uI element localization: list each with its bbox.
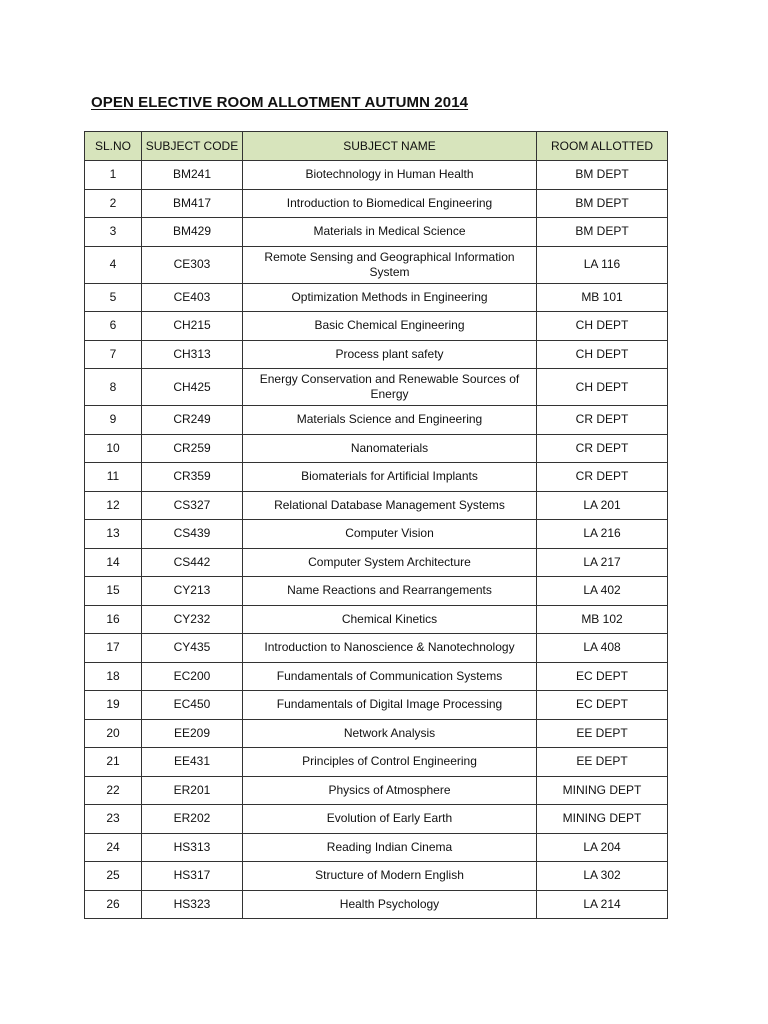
room-allotted-cell: LA 201 — [537, 491, 668, 520]
subject-name-cell: Structure of Modern English — [243, 862, 537, 891]
table-row — [85, 833, 668, 862]
subject-name-cell: Reading Indian Cinema — [243, 833, 537, 862]
sl-no-cell: 13 — [85, 520, 142, 549]
subject-name-cell: Relational Database Management Systems — [243, 491, 537, 520]
sl-no-cell: 1 — [85, 161, 142, 190]
subject-code-cell: ER201 — [142, 776, 243, 805]
header-subject-name: SUBJECT NAME — [243, 132, 537, 161]
table-row — [85, 161, 668, 190]
sl-no-cell: 10 — [85, 434, 142, 463]
subject-code-cell: HS323 — [142, 890, 243, 919]
subject-code-cell: CH215 — [142, 312, 243, 341]
subject-name-cell: Name Reactions and Rearrangements — [243, 577, 537, 606]
room-allotted-cell: MB 101 — [537, 283, 668, 312]
table-row — [85, 463, 668, 492]
subject-code-cell: EC450 — [142, 691, 243, 720]
table-row — [85, 434, 668, 463]
room-allotted-cell: CH DEPT — [537, 312, 668, 341]
subject-code-cell: CR249 — [142, 406, 243, 435]
subject-name-cell: Process plant safety — [243, 340, 537, 369]
subject-code-cell: EE209 — [142, 719, 243, 748]
page-title: OPEN ELECTIVE ROOM ALLOTMENT AUTUMN 2014 — [91, 94, 469, 111]
subject-name-cell: Introduction to Biomedical Engineering — [243, 189, 537, 218]
sl-no-cell: 18 — [85, 662, 142, 691]
table-row — [85, 719, 668, 748]
sl-no-cell: 21 — [85, 748, 142, 777]
room-allotted-cell: EE DEPT — [537, 748, 668, 777]
subject-name-cell: Chemical Kinetics — [243, 605, 537, 634]
room-allotment-table — [84, 131, 668, 919]
sl-no-cell: 16 — [85, 605, 142, 634]
subject-code-cell: CR259 — [142, 434, 243, 463]
subject-code-cell: CY435 — [142, 634, 243, 663]
subject-name-cell: Health Psychology — [243, 890, 537, 919]
table-row — [85, 312, 668, 341]
table-row — [85, 548, 668, 577]
subject-name-cell: Evolution of Early Earth — [243, 805, 537, 834]
subject-code-cell: EE431 — [142, 748, 243, 777]
room-allotted-cell: MINING DEPT — [537, 776, 668, 805]
room-allotted-cell: CR DEPT — [537, 434, 668, 463]
subject-name-cell: Materials in Medical Science — [243, 218, 537, 247]
sl-no-cell: 20 — [85, 719, 142, 748]
subject-name-cell: Principles of Control Engineering — [243, 748, 537, 777]
table-row — [85, 776, 668, 805]
room-allotted-cell: CH DEPT — [537, 369, 668, 406]
subject-name-cell: Nanomaterials — [243, 434, 537, 463]
table-row — [85, 662, 668, 691]
subject-name-cell: Fundamentals of Digital Image Processing — [243, 691, 537, 720]
room-allotted-cell: BM DEPT — [537, 161, 668, 190]
header-room-allotted: ROOM ALLOTTED — [537, 132, 668, 161]
table-row — [85, 340, 668, 369]
subject-name-cell: Fundamentals of Communication Systems — [243, 662, 537, 691]
table-row — [85, 691, 668, 720]
room-allotted-cell: LA 204 — [537, 833, 668, 862]
room-allotted-cell: LA 217 — [537, 548, 668, 577]
header-subject-code: SUBJECT CODE — [142, 132, 243, 161]
subject-code-cell: CY232 — [142, 605, 243, 634]
room-allotted-cell: BM DEPT — [537, 218, 668, 247]
sl-no-cell: 26 — [85, 890, 142, 919]
sl-no-cell: 4 — [85, 246, 142, 283]
subject-name-cell: Materials Science and Engineering — [243, 406, 537, 435]
room-allotted-cell: LA 116 — [537, 246, 668, 283]
subject-code-cell: CS439 — [142, 520, 243, 549]
table-row — [85, 634, 668, 663]
sl-no-cell: 5 — [85, 283, 142, 312]
table-row — [85, 406, 668, 435]
subject-code-cell: CH425 — [142, 369, 243, 406]
table-row — [85, 577, 668, 606]
table-row — [85, 369, 668, 406]
room-allotted-cell: LA 214 — [537, 890, 668, 919]
room-allotted-cell: CR DEPT — [537, 406, 668, 435]
sl-no-cell: 9 — [85, 406, 142, 435]
subject-code-cell: BM241 — [142, 161, 243, 190]
table-row — [85, 491, 668, 520]
table-body — [85, 161, 668, 919]
table-row — [85, 805, 668, 834]
room-allotted-cell: EC DEPT — [537, 662, 668, 691]
table-row — [85, 283, 668, 312]
sl-no-cell: 2 — [85, 189, 142, 218]
subject-name-cell: Remote Sensing and Geographical Information System — [243, 246, 537, 283]
sl-no-cell: 6 — [85, 312, 142, 341]
room-allotted-cell: MB 102 — [537, 605, 668, 634]
subject-code-cell: ER202 — [142, 805, 243, 834]
subject-code-cell: CE403 — [142, 283, 243, 312]
sl-no-cell: 17 — [85, 634, 142, 663]
table-row — [85, 605, 668, 634]
subject-code-cell: CH313 — [142, 340, 243, 369]
sl-no-cell: 25 — [85, 862, 142, 891]
table-row — [85, 246, 668, 283]
subject-code-cell: CS442 — [142, 548, 243, 577]
sl-no-cell: 14 — [85, 548, 142, 577]
room-allotted-cell: EE DEPT — [537, 719, 668, 748]
subject-name-cell: Biomaterials for Artificial Implants — [243, 463, 537, 492]
subject-name-cell: Introduction to Nanoscience & Nanotechnology — [243, 634, 537, 663]
table-row — [85, 748, 668, 777]
subject-code-cell: CS327 — [142, 491, 243, 520]
sl-no-cell: 7 — [85, 340, 142, 369]
sl-no-cell: 12 — [85, 491, 142, 520]
table-row — [85, 862, 668, 891]
room-allotted-cell: MINING DEPT — [537, 805, 668, 834]
room-allotted-cell: LA 408 — [537, 634, 668, 663]
room-allotted-cell: LA 402 — [537, 577, 668, 606]
sl-no-cell: 24 — [85, 833, 142, 862]
subject-code-cell: BM429 — [142, 218, 243, 247]
table-row — [85, 520, 668, 549]
sl-no-cell: 3 — [85, 218, 142, 247]
table-header-row — [85, 132, 668, 161]
room-allotted-cell: CR DEPT — [537, 463, 668, 492]
subject-code-cell: CR359 — [142, 463, 243, 492]
header-sl-no: SL.NO — [85, 132, 142, 161]
subject-code-cell: CE303 — [142, 246, 243, 283]
subject-code-cell: HS313 — [142, 833, 243, 862]
table-row — [85, 218, 668, 247]
room-allotted-cell: EC DEPT — [537, 691, 668, 720]
subject-name-cell: Biotechnology in Human Health — [243, 161, 537, 190]
subject-code-cell: BM417 — [142, 189, 243, 218]
room-allotted-cell: LA 302 — [537, 862, 668, 891]
sl-no-cell: 15 — [85, 577, 142, 606]
subject-code-cell: EC200 — [142, 662, 243, 691]
subject-name-cell: Energy Conservation and Renewable Sources of Energy — [243, 369, 537, 406]
subject-name-cell: Network Analysis — [243, 719, 537, 748]
room-allotted-cell: BM DEPT — [537, 189, 668, 218]
sl-no-cell: 8 — [85, 369, 142, 406]
room-allotted-cell: CH DEPT — [537, 340, 668, 369]
subject-name-cell: Computer System Architecture — [243, 548, 537, 577]
subject-code-cell: HS317 — [142, 862, 243, 891]
table-row — [85, 890, 668, 919]
sl-no-cell: 23 — [85, 805, 142, 834]
subject-code-cell: CY213 — [142, 577, 243, 606]
subject-name-cell: Basic Chemical Engineering — [243, 312, 537, 341]
sl-no-cell: 19 — [85, 691, 142, 720]
subject-name-cell: Optimization Methods in Engineering — [243, 283, 537, 312]
subject-name-cell: Physics of Atmosphere — [243, 776, 537, 805]
sl-no-cell: 11 — [85, 463, 142, 492]
table-row — [85, 189, 668, 218]
room-allotted-cell: LA 216 — [537, 520, 668, 549]
subject-name-cell: Computer Vision — [243, 520, 537, 549]
sl-no-cell: 22 — [85, 776, 142, 805]
